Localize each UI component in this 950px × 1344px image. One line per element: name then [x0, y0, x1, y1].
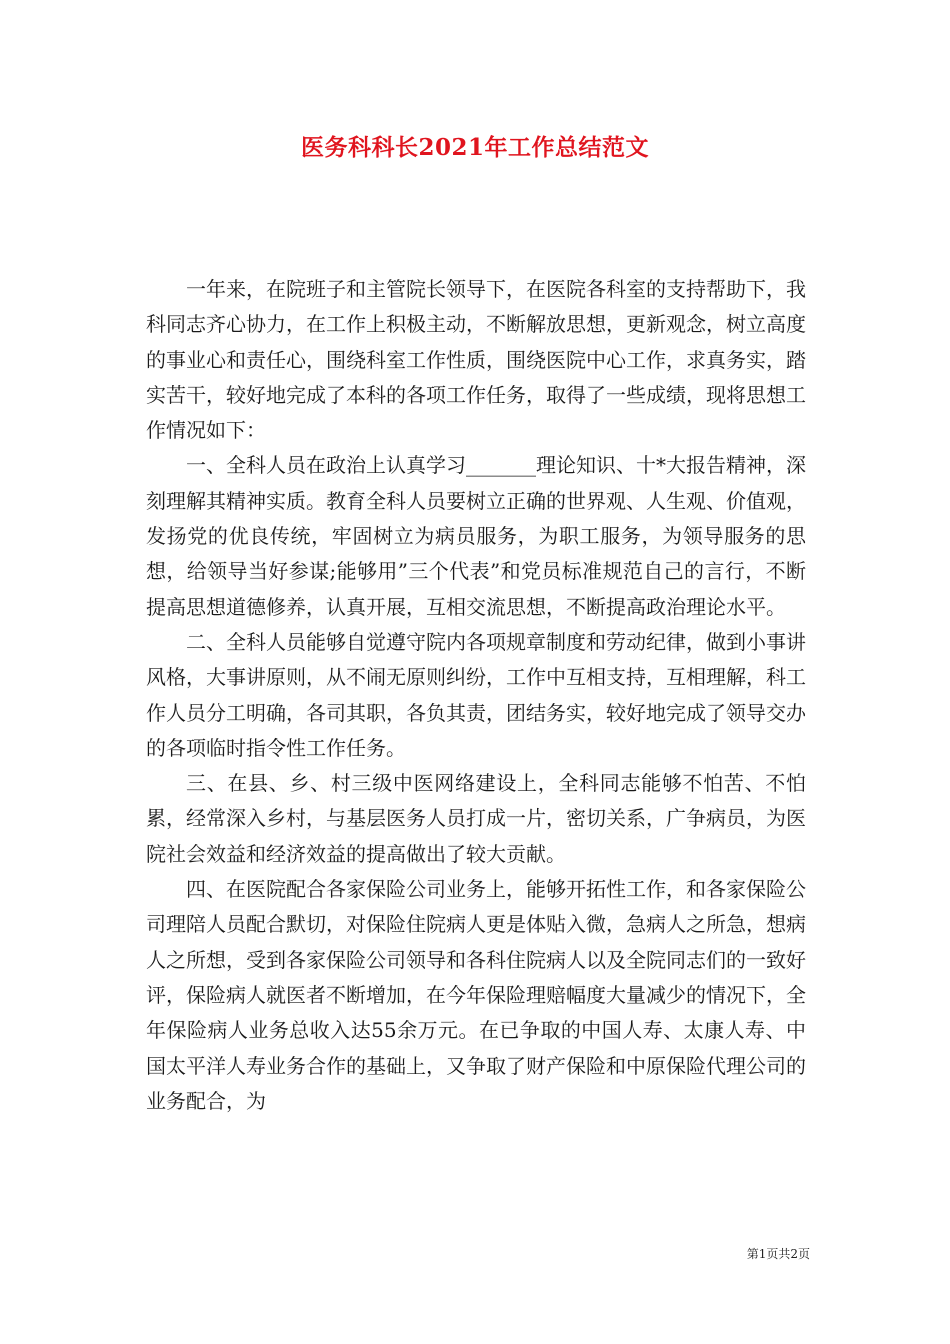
document-body: [146, 272, 806, 1119]
paragraph-four: 四、在医院配合各家保险公司业务上，能够开拓性工作，和各家保险公司理陪人员配合默切，对保险住院病人更是体贴入微，急病人之所急，想病人之所想，受到各家保险公司领导和各科住院病人以及全院同志们的一致好评，保险病人就医者不断增加，在今年保险理赔幅度大量减少的情况下，全年保险病人业务总收入达55余万元。在已争取的中国人寿、太康人寿、中国太平洋人寿业务合作的基础上，又争取了财产保险和中原保险代理公司的业务配合，为: [146, 877, 806, 1113]
page-title: 医务科科长2021年工作总结范文: [300, 134, 649, 161]
paragraph-intro: 一年来，在院班子和主管院长领导下，在医院各科室的支持帮助下，我科同志齐心协力，在工作上积极主动，不断解放思想，更新观念，树立高度的事业心和责任心，围绕科室工作性质，围绕医院中心工作，求真务实，踏实苦干，较好地完成了本科的各项工作任务，取得了一些成绩，现将思想工作情况如下：: [146, 277, 806, 443]
paragraph-two: 二、全科人员能够自觉遵守院内各项规章制度和劳动纪律，做到小事讲风格，大事讲原则，从不闹无原则纠纷，工作中互相支持，互相理解，科工作人员分工明确，各司其职，各负其责，团结务实，较好地完成了领导交办的各项临时指令性工作任务。: [146, 629, 806, 760]
paragraph-one: 一、全科人员在政治上认真学习_______理论知识、十*大报告精神，深刻理解其精神实质。教育全科人员要树立正确的世界观、人生观、价值观，发扬党的优良传统，牢固树立为病员服务，为职工服务，为领导服务的思想，给领导当好参谋;能够用”三个代表”和党员标准规范自己的言行，不断提高思想道德修养，认真开展，互相交流思想，不断提高政治理论水平。: [146, 453, 806, 619]
page-number: 第1页共2页: [746, 1247, 810, 1261]
paragraph-three: 三、在县、乡、村三级中医网络建设上，全科同志能够不怕苦、不怕累，经常深入乡村，与基层医务人员打成一片，密切关系，广争病员，为医院社会效益和经济效益的提高做出了较大贡献。: [146, 771, 806, 866]
